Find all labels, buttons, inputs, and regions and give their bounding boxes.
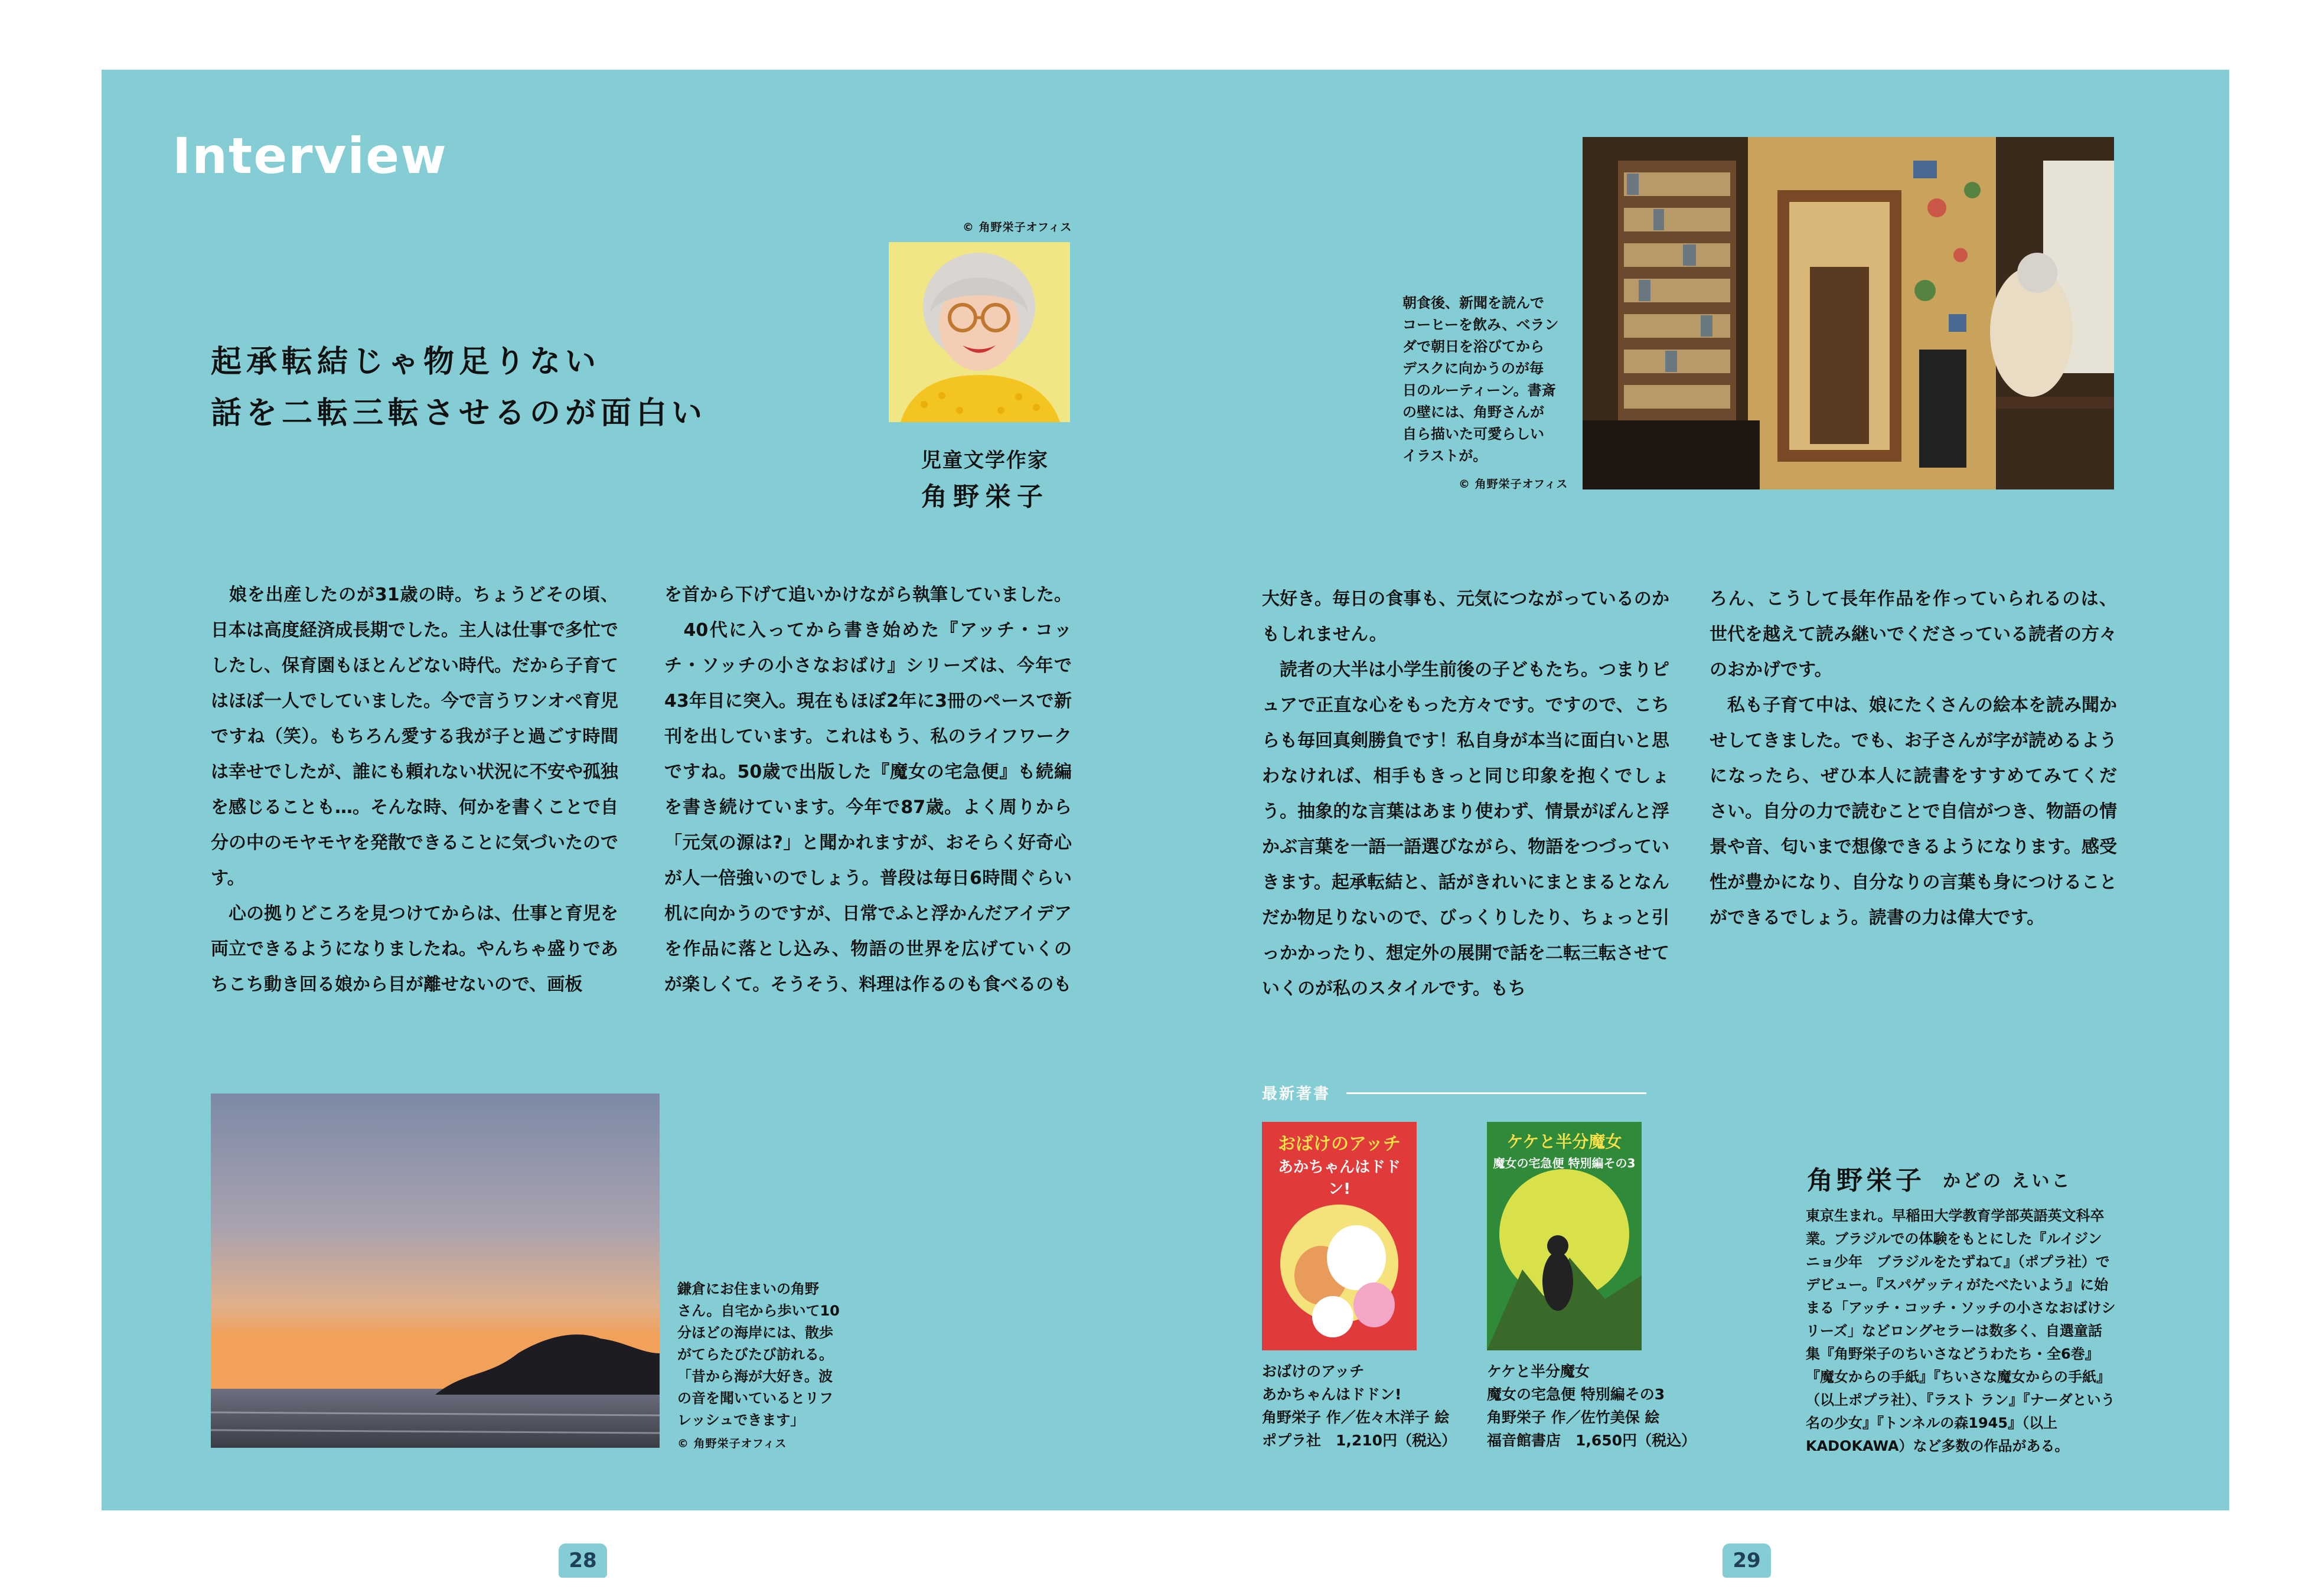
- author-name-header: 角野栄子: [921, 482, 1049, 512]
- latest-books-divider: [1346, 1092, 1646, 1094]
- room-caption-line: イラストが。: [1402, 448, 1488, 464]
- room-caption-line: 自ら描いた可愛らしい: [1402, 426, 1544, 442]
- body-column-3: [1262, 582, 1669, 1007]
- book2-authors: 角野栄子 作／佐竹美保 絵: [1487, 1409, 1660, 1426]
- title-line-1: 起承転結じゃ物足りない: [211, 344, 601, 380]
- sunset-caption-line: レッシュできます」: [677, 1412, 805, 1428]
- book1-cover-title-2: あかちゃんはドドン!: [1277, 1158, 1401, 1198]
- profile-author-name: 角野栄子: [1807, 1166, 1925, 1196]
- portrait-credit: © 角野栄子オフィス: [963, 221, 1072, 234]
- book2-publisher-price: 福音館書店 1,650円（税込）: [1487, 1432, 1697, 1449]
- room-caption-line: ダで朝日を浴びてから: [1402, 338, 1544, 355]
- paragraph: ろん、こうして長年作品を作っていられるのは、世代を越えて読み継いでくださっている読者の方々のおかげです。: [1710, 589, 2117, 680]
- book1-publisher-price: ポプラ社 1,210円（税込）: [1262, 1432, 1457, 1449]
- book2-title: ケケと半分魔女: [1487, 1363, 1590, 1380]
- profile-bio: 東京生まれ。早稲田大学教育学部英語英文科卒業。ブラジルでの体験をもとにした『ルイジンニョ少年 ブラジルをたずねて』（ポプラ社）でデビュー。『スパゲッティがたべたいよう』に始まる「アッチ・コッチ・ソッチの小さなおばけシリーズ」などロングセラーは数多く、自選童話集『角野栄子のちいさなどうわたち・全6巻』『魔女からの手紙』『ちいさな魔女からの手紙』（以上ポプラ社）、『ラスト ラン』『ナーダという名の少女』『トンネルの森1945』（以上KADOKAWA）など多数の作品がある。: [1806, 1207, 2116, 1454]
- paragraph: 40代に入ってから書き始めた『アッチ・コッチ・ソッチの小さなおばけ』シリーズは、今年で43年目に突入。現在もほぼ2年に3冊のペースで新刊を出しています。これはもう、私のライフワークですね。50歳で出版した『魔女の宅急便』も続編を書き続けています。今年で87歳。よく周りから「元気の源は?」と聞かれますが、おそらく好奇心が人一倍強いのでしょう。普段は毎日6時間ぐらい机に向かうのですが、日常でふと浮かんだアイデアを作品に落とし込み、物語の世界を広げていくのが楽しくて。そうそう、料理は作るのも食べるのも: [664, 620, 1072, 995]
- sunset-caption-line: 分ほどの海岸には、散歩: [677, 1324, 833, 1341]
- sunset-caption: [677, 1278, 854, 1431]
- book1-title: おばけのアッチ: [1262, 1363, 1365, 1380]
- paragraph: 私も子育て中は、娘にたくさんの絵本を読み聞かせしてきました。でも、お子さんが字が読めるようになったら、ぜひ本人に読書をすすめてみてください。自分の力で読むことで自信がつき、物語の情景や音、匂いまで想像できるようになります。感受性が豊かになり、自分なりの言葉も身につけることができるでしょう。読書の力は偉大です。: [1710, 695, 2117, 928]
- book1-cover: [1262, 1122, 1417, 1350]
- book1-authors: 角野栄子 作／佐々木洋子 絵: [1262, 1409, 1450, 1426]
- sunset-caption-line: さん。自宅から歩いて10: [677, 1303, 840, 1319]
- sunset-credit: © 角野栄子オフィス: [677, 1437, 787, 1450]
- paragraph: 心の拠りどころを見つけてからは、仕事と育児を両立できるようになりましたね。やんちゃ盛りであちこち動き回る娘から目が離せないので、画板: [211, 903, 618, 995]
- room-caption-line: 日のルーティーン。書斎: [1402, 382, 1556, 399]
- book2-cover-title-1: ケケと半分魔女: [1506, 1132, 1622, 1151]
- body-column-2: [664, 577, 1072, 1003]
- latest-books-label: 最新著書: [1262, 1085, 1331, 1103]
- room-credit: © 角野栄子オフィス: [1459, 478, 1568, 491]
- paragraph: 大好き。毎日の食事も、元気につながっているのかもしれません。: [1262, 589, 1669, 645]
- book2-info: [1487, 1360, 1711, 1452]
- section-heading: Interview: [172, 127, 448, 185]
- title-line-2: 話を二転三転させるのが面白い: [211, 396, 707, 431]
- page-number-right: 29: [1723, 1543, 1771, 1578]
- room-caption-line: デスクに向かうのが毎: [1402, 360, 1544, 377]
- paragraph: を首から下げて追いかけながら執筆していました。: [664, 585, 1072, 605]
- room-caption-line: の壁には、角野さんが: [1402, 404, 1544, 420]
- sunset-caption-line: がてらたびたび訪れる。: [677, 1346, 833, 1363]
- book2-cover-title-2: 魔女の宅急便 特別編その3: [1493, 1156, 1636, 1170]
- room-caption: [1402, 292, 1580, 467]
- author-role: 児童文学作家: [921, 449, 1049, 472]
- book1-subtitle: あかちゃんはドドン!: [1262, 1386, 1402, 1403]
- paragraph: 読者の大半は小学生前後の子どもたち。つまりピュアで正直な心をもった方々です。ですので、こちらも毎回真剣勝負です！私自身が本当に面白いと思わなければ、相手もきっと同じ印象を抱くでしょう。抽象的な言葉はあまり使わず、情景がぽんと浮かぶ言葉を一語一語選びながら、物語をつづっていきます。起承転結と、話がきれいにまとまるとなんだか物足りないので、びっくりしたり、ちょっと引っかかったり、想定外の展開で話を二転三転させていくのが私のスタイルです。もち: [1262, 660, 1669, 999]
- study-room-photo: [1583, 137, 2114, 489]
- sunset-caption-line: の音を聞いているとリフ: [677, 1390, 833, 1406]
- book1-info: [1262, 1360, 1463, 1452]
- sunset-caption-line: 鎌倉にお住まいの角野: [677, 1281, 819, 1297]
- profile-author-reading: かどの えいこ: [1943, 1171, 2072, 1192]
- body-column-4: [1710, 582, 2117, 936]
- book1-cover-title-1: おばけのアッチ: [1278, 1134, 1401, 1154]
- page-number-left: 28: [559, 1543, 607, 1578]
- sunset-caption-line: 「昔から海が大好き。波: [677, 1368, 833, 1385]
- sunset-beach-photo: [211, 1094, 660, 1448]
- room-caption-line: 朝食後、新聞を読んで: [1402, 295, 1544, 311]
- book2-subtitle: 魔女の宅急便 特別編その3: [1487, 1386, 1665, 1403]
- book2-cover: [1487, 1122, 1642, 1350]
- room-caption-line: コーヒーを飲み、ベラン: [1402, 316, 1559, 333]
- paragraph: 娘を出産したのが31歳の時。ちょうどその頃、日本は高度経済成長期でした。主人は仕事で多忙でしたし、保育園もほとんどない時代。だから子育てはほぼ一人でしていました。今で言うワンオペ育児ですね（笑）。もちろん愛する我が子と過ごす時間は幸せでしたが、誰にも頼れない状況に不安や孤独を感じることも…。そんな時、何かを書くことで自分の中のモヤモヤを発散できることに気づいたのです。: [211, 585, 618, 889]
- article-title: [211, 337, 742, 439]
- body-column-1: [211, 577, 618, 1003]
- author-portrait-photo: [889, 242, 1070, 422]
